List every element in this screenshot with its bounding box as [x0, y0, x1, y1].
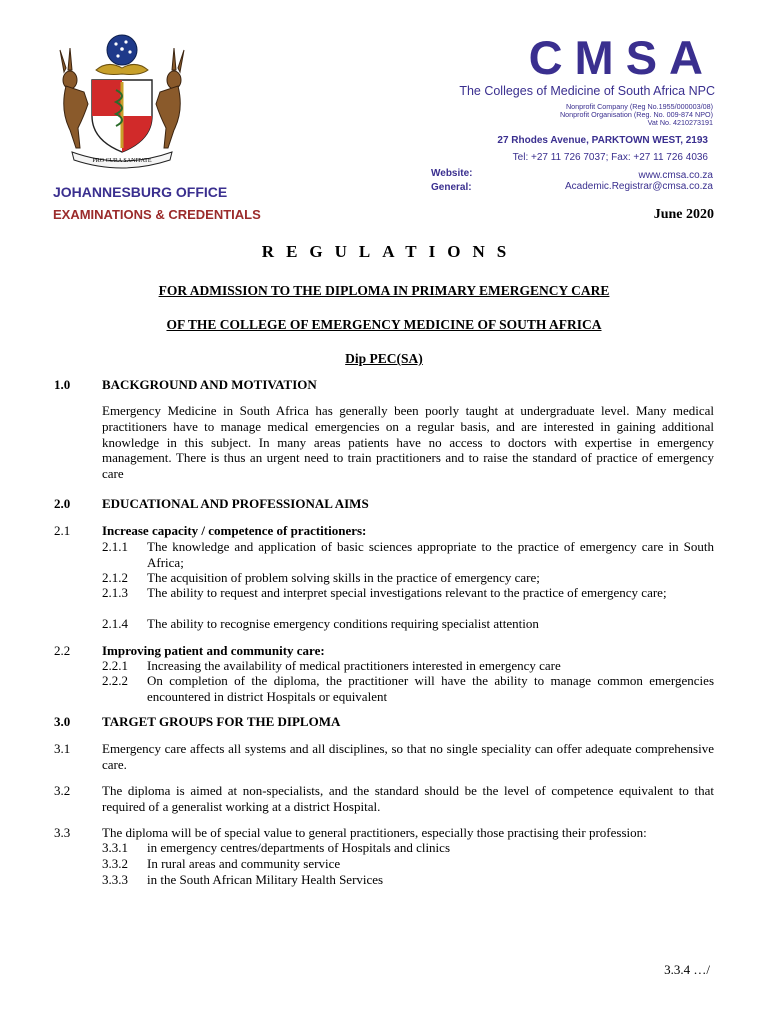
list-item: The ability to recognise emergency conditions requiring specialist attention	[147, 616, 539, 631]
website-link[interactable]: www.cmsa.co.za	[638, 170, 713, 181]
registration-line: Nonprofit Organisation (Reg. No. 009-874 NPO)	[559, 110, 713, 119]
college-name: The Colleges of Medicine of South Africa NPC	[459, 84, 715, 98]
section-paragraph: The diploma will be of special value to general practitioners, especially those practising their profession:	[102, 825, 647, 840]
office-name: JOHANNESBURG OFFICE	[53, 184, 228, 200]
section-number: 2.0	[54, 496, 71, 511]
crest-motto: PRO CURA SANITATE	[92, 158, 152, 164]
general-email-link[interactable]: Academic.Registrar@cmsa.co.za	[565, 181, 713, 192]
general-label: General:	[431, 182, 472, 193]
section-paragraph: Emergency care affects all systems and all disciplines, so that no single speciality can offer adequate comprehensive care.	[102, 741, 714, 772]
section-heading: BACKGROUND AND MOTIVATION	[102, 377, 317, 392]
subsection-number: 2.2	[54, 643, 71, 658]
page-continuation-marker: 3.3.4 …/	[664, 962, 710, 977]
document-date: June 2020	[653, 207, 714, 222]
subtitle: Dip PEC(SA)	[345, 351, 423, 366]
registration-line: Vat No. 4210273191	[647, 118, 713, 127]
subsection-heading: Improving patient and community care:	[102, 643, 325, 658]
department-name: EXAMINATIONS & CREDENTIALS	[53, 207, 261, 222]
list-item: On completion of the diploma, the practitioner will have the ability to manage common emergencies encountered in district Hospitals or equivalent	[147, 673, 714, 704]
list-item: In rural areas and community service	[147, 856, 341, 871]
registration-line: Nonprofit Company (Reg No.1955/000003/08)	[565, 102, 713, 111]
list-item-number: 2.1.1	[102, 539, 128, 554]
subsection-number: 3.3	[54, 825, 71, 840]
list-item-number: 2.1.2	[102, 570, 128, 585]
section-heading: EDUCATIONAL AND PROFESSIONAL AIMS	[102, 496, 369, 511]
list-item-number: 3.3.2	[102, 856, 128, 871]
list-item: in emergency centres/departments of Hospitals and clinics	[147, 840, 450, 855]
subtitle: FOR ADMISSION TO THE DIPLOMA IN PRIMARY EMERGENCY CARE	[158, 283, 610, 298]
list-item: The knowledge and application of basic sciences appropriate to the practice of emergency care in South Africa;	[147, 539, 714, 570]
phone-fax: Tel: +27 11 726 7037; Fax: +27 11 726 4036	[512, 152, 708, 163]
cmsa-logo-text: CMSA	[528, 31, 715, 84]
list-item-number: 3.3.3	[102, 872, 128, 887]
section-heading: TARGET GROUPS FOR THE DIPLOMA	[102, 714, 341, 729]
subsection-number: 3.1	[54, 741, 71, 756]
list-item: The ability to request and interpret special investigations relevant to the practice of emergency care;	[147, 585, 667, 600]
list-item-number: 2.2.2	[102, 673, 128, 688]
address: 27 Rhodes Avenue, PARKTOWN WEST, 2193	[497, 135, 708, 146]
section-paragraph: The diploma is aimed at non-specialists, and the standard should be the level of competence equivalent to that required of a generalist working at a district Hospital.	[102, 783, 714, 814]
subsection-heading: Increase capacity / competence of practitioners:	[102, 523, 367, 538]
college-crest-logo	[50, 30, 194, 170]
list-item: in the South African Military Health Services	[147, 872, 384, 887]
section-number: 1.0	[54, 377, 71, 392]
subsection-number: 3.2	[54, 783, 71, 798]
subsection-number: 2.1	[54, 523, 71, 538]
website-label: Website:	[431, 168, 473, 179]
list-item: Increasing the availability of medical practitioners interested in emergency care	[147, 658, 561, 673]
list-item-number: 2.2.1	[102, 658, 128, 673]
section-paragraph: Emergency Medicine in South Africa has generally been poorly taught at undergraduate level. Many medical practitioners have to manage medical emergencies on a regular basis, and are interested in gaining additional knowledge in this subject. In many areas patients have no access to doctors with expertise in emergency management. There is thus an urgent need to train practitioners and to raise the standard of practice of emergency care	[102, 403, 714, 482]
list-item-number: 2.1.4	[102, 616, 128, 631]
subtitle: OF THE COLLEGE OF EMERGENCY MEDICINE OF SOUTH AFRICA	[166, 317, 602, 332]
document-title: REGULATIONS	[261, 242, 519, 261]
list-item-number: 2.1.3	[102, 585, 128, 600]
list-item: The acquisition of problem solving skills in the practice of emergency care;	[147, 570, 540, 585]
list-item-number: 3.3.1	[102, 840, 128, 855]
section-number: 3.0	[54, 714, 71, 729]
